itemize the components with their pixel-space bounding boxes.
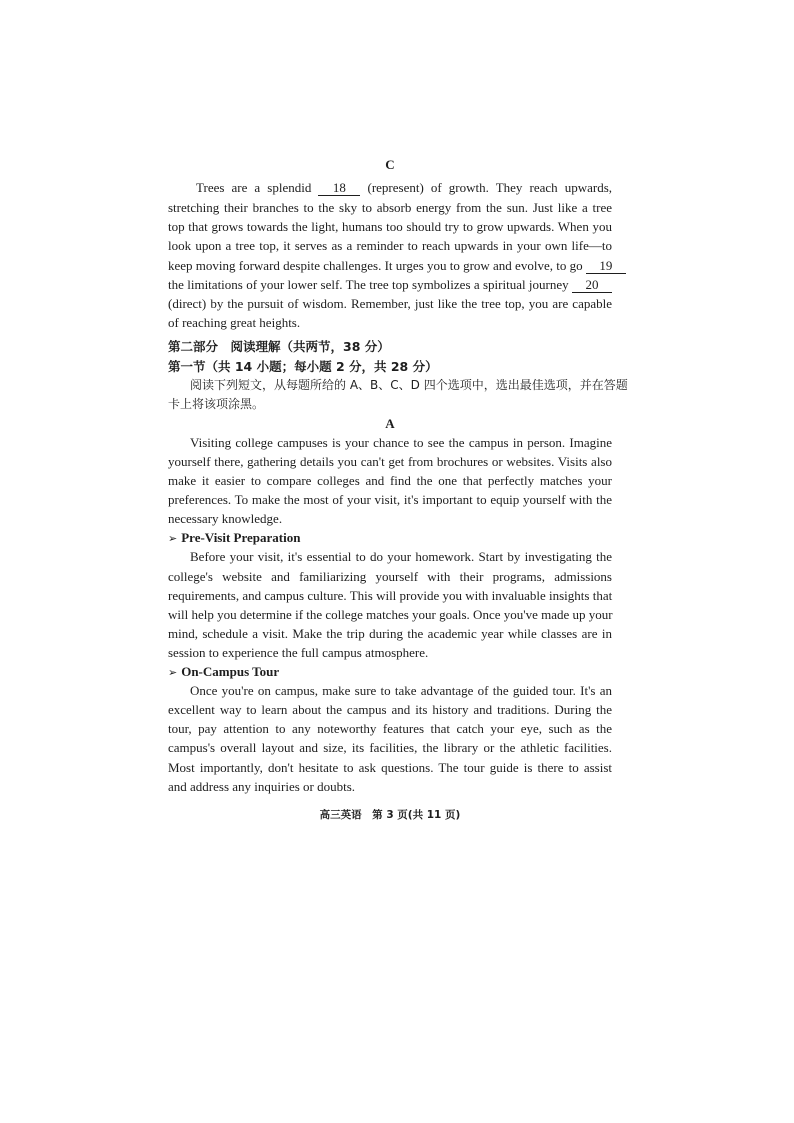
subsection-title: On-Campus Tour	[181, 664, 280, 680]
subsection-title: Pre-Visit Preparation	[181, 530, 301, 546]
text-line: tour, pay attention to any noteworthy features that catch your eye, such as the	[168, 721, 612, 737]
cloze-passage	[168, 178, 612, 332]
text-line: necessary knowledge.	[168, 511, 283, 527]
text-line: will help you determine if the college matches your goals. Once you've made up your	[168, 606, 613, 622]
text-line: and address any inquiries or doubts.	[168, 778, 356, 794]
text-line	[168, 275, 612, 294]
text-line	[168, 236, 612, 255]
instruction-line: 卡上将该项涂黑。	[168, 396, 265, 411]
line-text: look upon a tree top, it serves as a reminder to reach upwards in your own life—to	[168, 238, 612, 254]
page-footer: 高三英语 第 3 页(共 11 页)	[319, 809, 461, 821]
text-line: Visiting college campuses is your chance to see the campus in person. Imagine	[190, 434, 612, 450]
subsection-heading	[168, 528, 612, 547]
line-text: keep moving forward despite challenges. It urges you to grow and evolve, to go	[168, 257, 583, 273]
text-line: Once you're on campus, make sure to take advantage of the guided tour. It's an	[190, 683, 612, 699]
answer-blank-20: 20	[572, 278, 612, 293]
line-text: of reaching great heights.	[168, 315, 301, 331]
answer-blank-19: 19	[586, 259, 626, 274]
instruction-line: 阅读下列短文，从每题所给的 A、B、C、D 四个选项中，选出最佳选项，并在答题	[190, 377, 628, 392]
arrow-bullet-icon: ➢	[168, 666, 178, 680]
text-line: college's website and familiarizing yourself with their programs, admissions	[168, 568, 612, 584]
text-line: yourself there, gathering details you can't get from brochures or websites. Visits also	[168, 454, 612, 469]
line-text: the limitations of your lower self. The tree top symbolizes a spiritual journey	[168, 276, 569, 292]
line-text: Trees are a splendid	[196, 180, 312, 196]
text-line: Most importantly, don't hesitate to ask questions. The tour guide is there to assist	[168, 759, 612, 775]
text-line	[168, 217, 612, 236]
line-text: stretching their branches to the sky to absorb energy from the sun. Just like a tree	[168, 199, 612, 215]
passage-c-heading: C	[385, 157, 395, 172]
line-text: (direct) by the pursuit of wisdom. Remember, just like the tree top, you are capable	[168, 296, 612, 312]
text-line: excellent way to learn about the campus and its history and traditions. During the	[168, 702, 612, 718]
text-line	[168, 313, 612, 332]
text-line	[168, 178, 612, 197]
text-line: requirements, and campus culture. This will provide you with invaluable insights that	[168, 587, 613, 603]
arrow-bullet-icon: ➢	[168, 532, 178, 546]
text-line: make it easier to compare colleges and find the one that perfectly matches your	[168, 473, 612, 489]
text-line	[168, 198, 612, 217]
text-line: Before your visit, it's essential to do your homework. Start by investigating the	[190, 549, 612, 565]
subsection-heading	[168, 662, 612, 681]
section-title: 第一节（共 14 小题；每小题 2 分，共 28 分）	[168, 358, 438, 374]
text-line	[168, 294, 612, 313]
text-line: session to experience the full campus atmosphere.	[168, 644, 429, 660]
passage-a-heading: A	[385, 415, 395, 431]
line-text: (represent) of growth. They reach upwards,	[367, 180, 613, 196]
line-text: top that grows towards the light, humans too should try to grow upwards. When you	[168, 218, 612, 234]
reading-section	[168, 337, 628, 795]
text-line: campus's overall layout and size, its facilities, the library or the athletic facilities.	[168, 740, 612, 756]
answer-blank-18: 18	[318, 181, 360, 196]
part-title: 第二部分 阅读理解（共两节，38 分）	[168, 339, 390, 355]
text-line	[168, 256, 612, 275]
text-line: preferences. To make the most of your visit, it's important to equip yourself with the	[168, 492, 612, 508]
text-line: mind, schedule a visit. Make the trip during the academic year while classes are in	[168, 625, 612, 641]
